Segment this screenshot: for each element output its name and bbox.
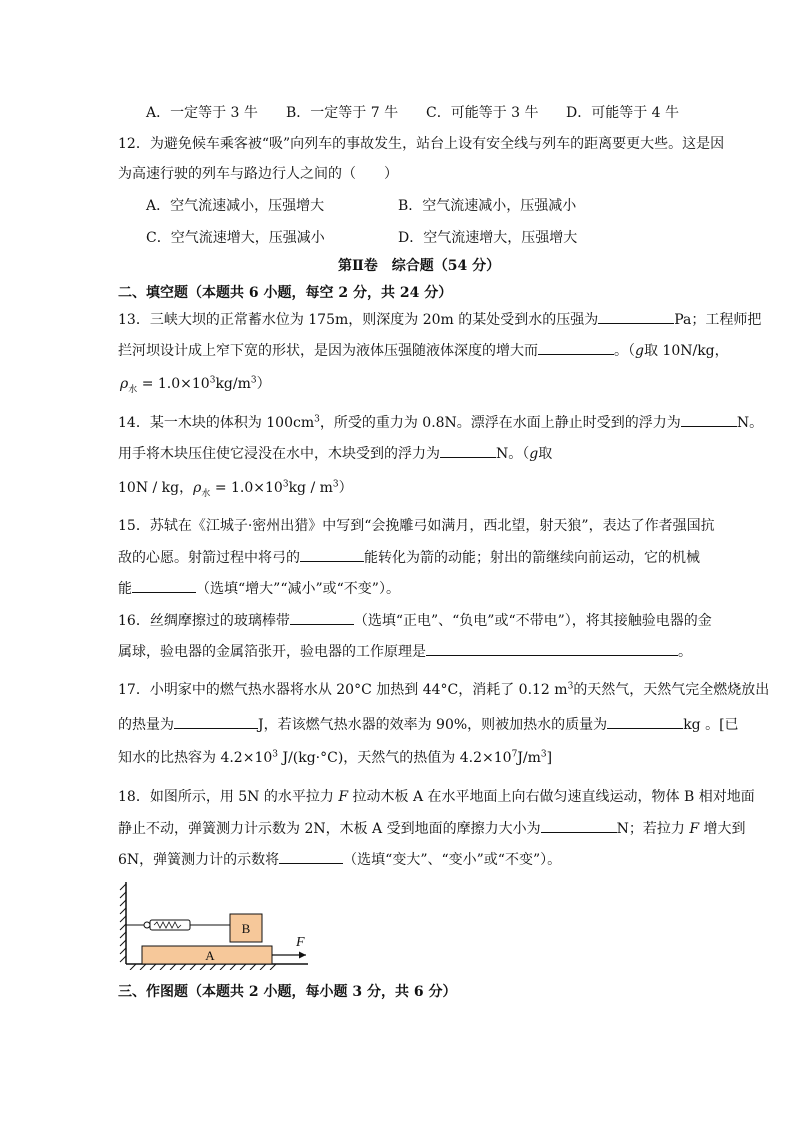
q12-line2: 为高速行驶的列车与路边行人之间的（ ）	[118, 166, 398, 182]
q18-blank1[interactable]	[541, 818, 617, 833]
q12-option-a: A．空气流速减小，压强增大	[146, 198, 325, 214]
q11-option-b: B．一定等于 7 牛	[286, 105, 399, 121]
q13-line1: 13．三峡大坝的正常蓄水位为 175m，则深度为 20m 的某处受到水的压强为 Pa；工程师把	[118, 309, 761, 330]
q18-line2: 静止不动，弹簧测力计示数为 2N，木板 A 受到地面的摩擦力大小为 N；若拉力 F 增大到	[118, 818, 746, 839]
q15-line2: 敌的心愿。射箭过程中将弓的 能转化为箭的动能；射出的箭继续向前运动，它的机械	[118, 547, 700, 568]
block-b-label: B	[241, 921, 251, 936]
q16-line2: 属球，验电器的金属箔张开，验电器的工作原理是 。	[118, 641, 692, 662]
q11-option-c: C．可能等于 3 牛	[426, 105, 539, 121]
q12-option-b: B．空气流速减小，压强减小	[398, 198, 577, 214]
q11-option-a: A．一定等于 3 牛	[146, 105, 258, 121]
q15-line3: 能 （选填“增大”“减小”或“不变”）。	[118, 578, 400, 599]
q15-blank2[interactable]	[132, 578, 196, 593]
force-label: F	[296, 935, 305, 950]
q18-blank2[interactable]	[279, 849, 343, 864]
spring-scale	[126, 920, 230, 930]
q17-blank1[interactable]	[174, 714, 258, 729]
q13-line3: $\rho_水 = 1.0\times 10^3kg/m^3$）	[120, 375, 271, 395]
q12-line1: 12．为避免候车乘客被“吸”向列车的事故发生，站台上设有安全线与列车的距离要更大些。这是因	[118, 136, 725, 152]
q15-line1: 15．苏轼在《江城子·密州出猎》中写到“会挽雕弓如满月，西北望，射天狼”，表达了作者强国抗	[118, 518, 715, 534]
q17-line3: 知水的比热容为 $4.2\times 10^3$ J/(kg·°C)，天然气的热值为 $4.2\times 10^7J/m^3$]	[118, 749, 553, 766]
q13-blank1[interactable]	[598, 309, 674, 324]
q17-line1: 17．小明家中的燃气热水器将水从 20°C 加热到 44°C，消耗了 0.12 $m^3$的天然气，天然气完全燃烧放出	[118, 681, 770, 698]
q15-blank1[interactable]	[300, 547, 364, 562]
q14-line2: 用手将木块压住使它浸没在水中，木块受到的浮力为 N。（g取	[118, 443, 552, 464]
section3-heading: 三、作图题（本题共 2 小题，每小题 3 分，共 6 分）	[118, 984, 457, 1000]
force-arrowhead	[299, 952, 306, 959]
q11-option-d: D．可能等于 4 牛	[566, 105, 680, 121]
q14-blank1[interactable]	[681, 412, 737, 427]
q14-line1: 14．某一木块的体积为 $100cm^3$，所受的重力为 0.8N。漂浮在水面上静止时受到的浮力为 N。	[118, 412, 763, 433]
q12-option-c: C．空气流速增大，压强减小	[146, 230, 325, 246]
q17-blank2[interactable]	[607, 714, 683, 729]
part2-title: 第Ⅱ卷 综合题（54 分）	[338, 258, 501, 274]
q13-blank2[interactable]	[538, 340, 614, 355]
q18-line3: 6N，弹簧测力计的示数将 （选填“变大”、“变小”或“不变”）。	[118, 849, 561, 870]
q16-blank1[interactable]	[290, 610, 354, 625]
q18-figure	[118, 880, 318, 970]
q17-line2: 的热量为 J，若该燃气热水器的效率为 90%，则被加热水的质量为 kg 。[已	[118, 714, 739, 735]
q14-line3: 10N / kg，$\rho_水 = 1.0\times 10^3kg / m^3$）	[118, 479, 353, 499]
q13-line2: 拦河坝设计成上窄下宽的形状，是因为液体压强随液体深度的增大而 。（g取 10N/kg，	[118, 340, 729, 361]
q18-line1: 18．如图所示，用 5N 的水平拉力 F 拉动木板 A 在水平地面上向右做匀速直线运动，物体 B 相对地面	[118, 789, 755, 805]
q16-line1: 16．丝绸摩擦过的玻璃棒带 （选填“正电”、“负电”或“不带电”），将其接触验电器的金	[118, 610, 712, 631]
q16-blank2[interactable]	[426, 641, 678, 656]
q14-blank2[interactable]	[440, 443, 496, 458]
board-a-label: A	[205, 948, 215, 963]
q12-option-d: D．空气流速增大，压强增大	[398, 230, 578, 246]
section2-heading: 二、填空题（本题共 6 小题，每空 2 分，共 24 分）	[118, 285, 453, 301]
